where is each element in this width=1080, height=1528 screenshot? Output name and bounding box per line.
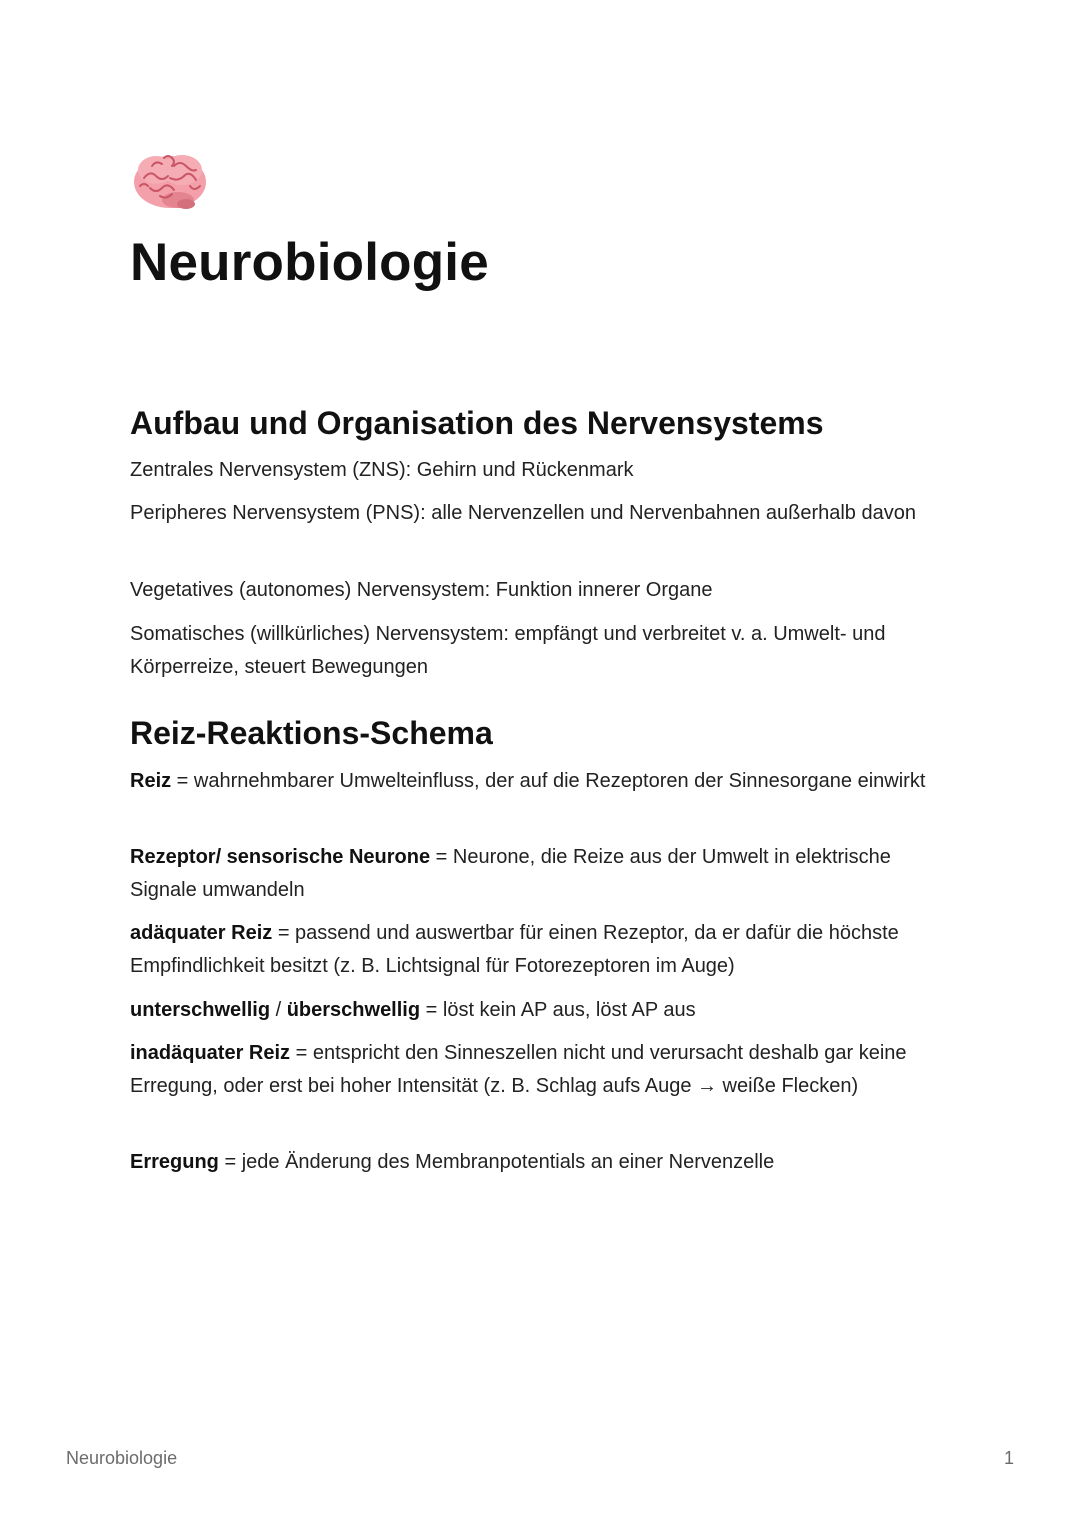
paragraph-text: = löst kein AP aus, löst AP aus: [420, 999, 696, 1021]
paragraph-text: Somatisches (willkürliches) Nervensystem: empfängt und verbreitet v. a. Umwelt- und Körperreize, steuert Bewegungen: [130, 623, 886, 678]
term-label: unterschwellig: [130, 999, 271, 1021]
paragraph-text: Zentrales Nervensystem (ZNS): Gehirn und Rückenmark: [130, 459, 634, 481]
paragraph-somatisches: [130, 618, 930, 683]
paragraph-vegetatives: [130, 574, 930, 607]
paragraph-erregung: [130, 1146, 930, 1179]
paragraph-zns: [130, 454, 930, 487]
term-label: Reiz: [130, 770, 172, 792]
paragraph-reiz: [130, 765, 930, 798]
paragraph-text: Peripheres Nervensystem (PNS): alle Nervenzellen und Nervenbahnen außerhalb davon: [130, 502, 916, 524]
paragraph-pns: [130, 497, 930, 530]
term-label: Erregung: [130, 1151, 219, 1173]
term-label: Rezeptor/ sensorische Neurone: [130, 846, 431, 868]
term-label: inadäquater Reiz: [130, 1042, 291, 1064]
paragraph-inadaequater-reiz: [130, 1037, 930, 1102]
page-title: Neurobiologie: [130, 233, 489, 292]
term-separator: /: [270, 999, 287, 1021]
paragraph-text: = jede Änderung des Membranpotentials an einer Nervenzelle: [218, 1151, 775, 1173]
paragraph-text: = wahrnehmbarer Umwelteinfluss, der auf die Rezeptoren der Sinnesorgane einwirkt: [171, 770, 926, 792]
paragraph-adaequater-reiz: [130, 917, 930, 982]
term-label: überschwellig: [286, 999, 421, 1021]
section-heading-reiz-reaktion: Reiz-Reaktions-Schema: [130, 715, 493, 751]
paragraph-text: = Neurone, die Reize aus der Umwelt in elektrische Signale umwandeln: [130, 846, 891, 901]
paragraph-text: = passend und auswertbar für einen Rezeptor, da er dafür die höchste Empfindlichkeit besitzt (z. B. Lichtsignal für Fotorezeptoren im Auge): [130, 922, 899, 977]
section-heading-aufbau: Aufbau und Organisation des Nervensystems: [130, 405, 824, 441]
footer-title: Neurobiologie: [66, 1448, 178, 1468]
paragraph-text: = entspricht den Sinneszellen nicht und verursacht deshalb gar keine Erregung, oder erst bei hoher Intensität (z. B. Schlag aufs Auge → weiße Flecken): [130, 1042, 907, 1097]
page-number: 1: [1003, 1448, 1014, 1468]
brain-icon: [130, 148, 210, 212]
paragraph-rezeptor: [130, 841, 930, 906]
paragraph-text: Vegetatives (autonomes) Nervensystem: Funktion innerer Organe: [130, 579, 713, 601]
paragraph-schwellig: [130, 994, 930, 1027]
term-label: adäquater Reiz: [130, 922, 273, 944]
